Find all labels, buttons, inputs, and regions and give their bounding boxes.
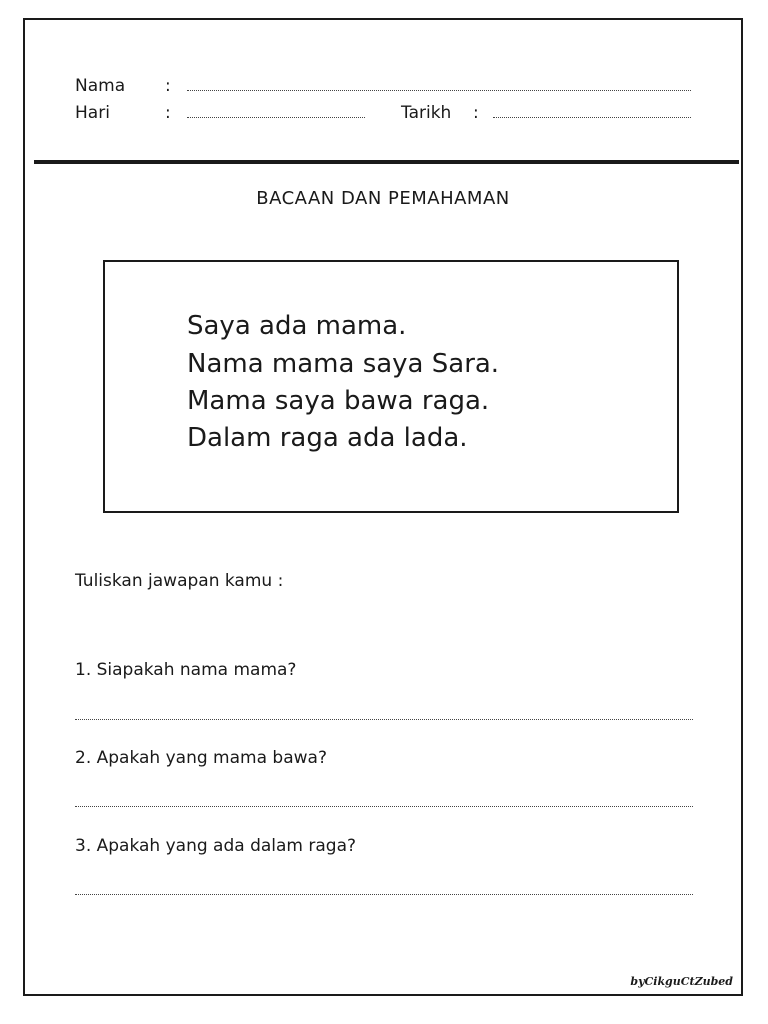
answer-line-1[interactable] [75,719,693,720]
day-date-row [75,101,691,125]
worksheet-page [23,18,743,996]
date-colon: : [473,103,479,123]
name-colon: : [165,76,171,96]
name-row [75,74,691,98]
passage-line: Nama mama saya Sara. [187,349,500,379]
passage-line: Dalam raga ada lada. [187,423,468,453]
day-colon: : [165,103,171,123]
question-2: 2. Apakah yang mama bawa? [75,748,327,768]
answer-line-2[interactable] [75,806,693,807]
answer-line-3[interactable] [75,894,693,895]
day-label: Hari [75,103,110,123]
author-credit: byCikguCtZubed [630,975,733,988]
day-answer-line[interactable] [187,117,365,118]
name-label: Nama [75,76,126,96]
header-divider [34,160,739,164]
date-label: Tarikh [401,103,452,123]
date-answer-line[interactable] [493,117,691,118]
page-title: BACAAN DAN PEMAHAMAN [256,188,510,209]
question-3: 3. Apakah yang ada dalam raga? [75,836,357,856]
passage-line: Saya ada mama. [187,311,407,341]
name-answer-line[interactable] [187,90,691,91]
passage-line: Mama saya bawa raga. [187,386,490,416]
reading-passage-box [103,260,679,513]
question-1: 1. Siapakah nama mama? [75,660,297,680]
instruction-text: Tuliskan jawapan kamu : [75,571,284,591]
